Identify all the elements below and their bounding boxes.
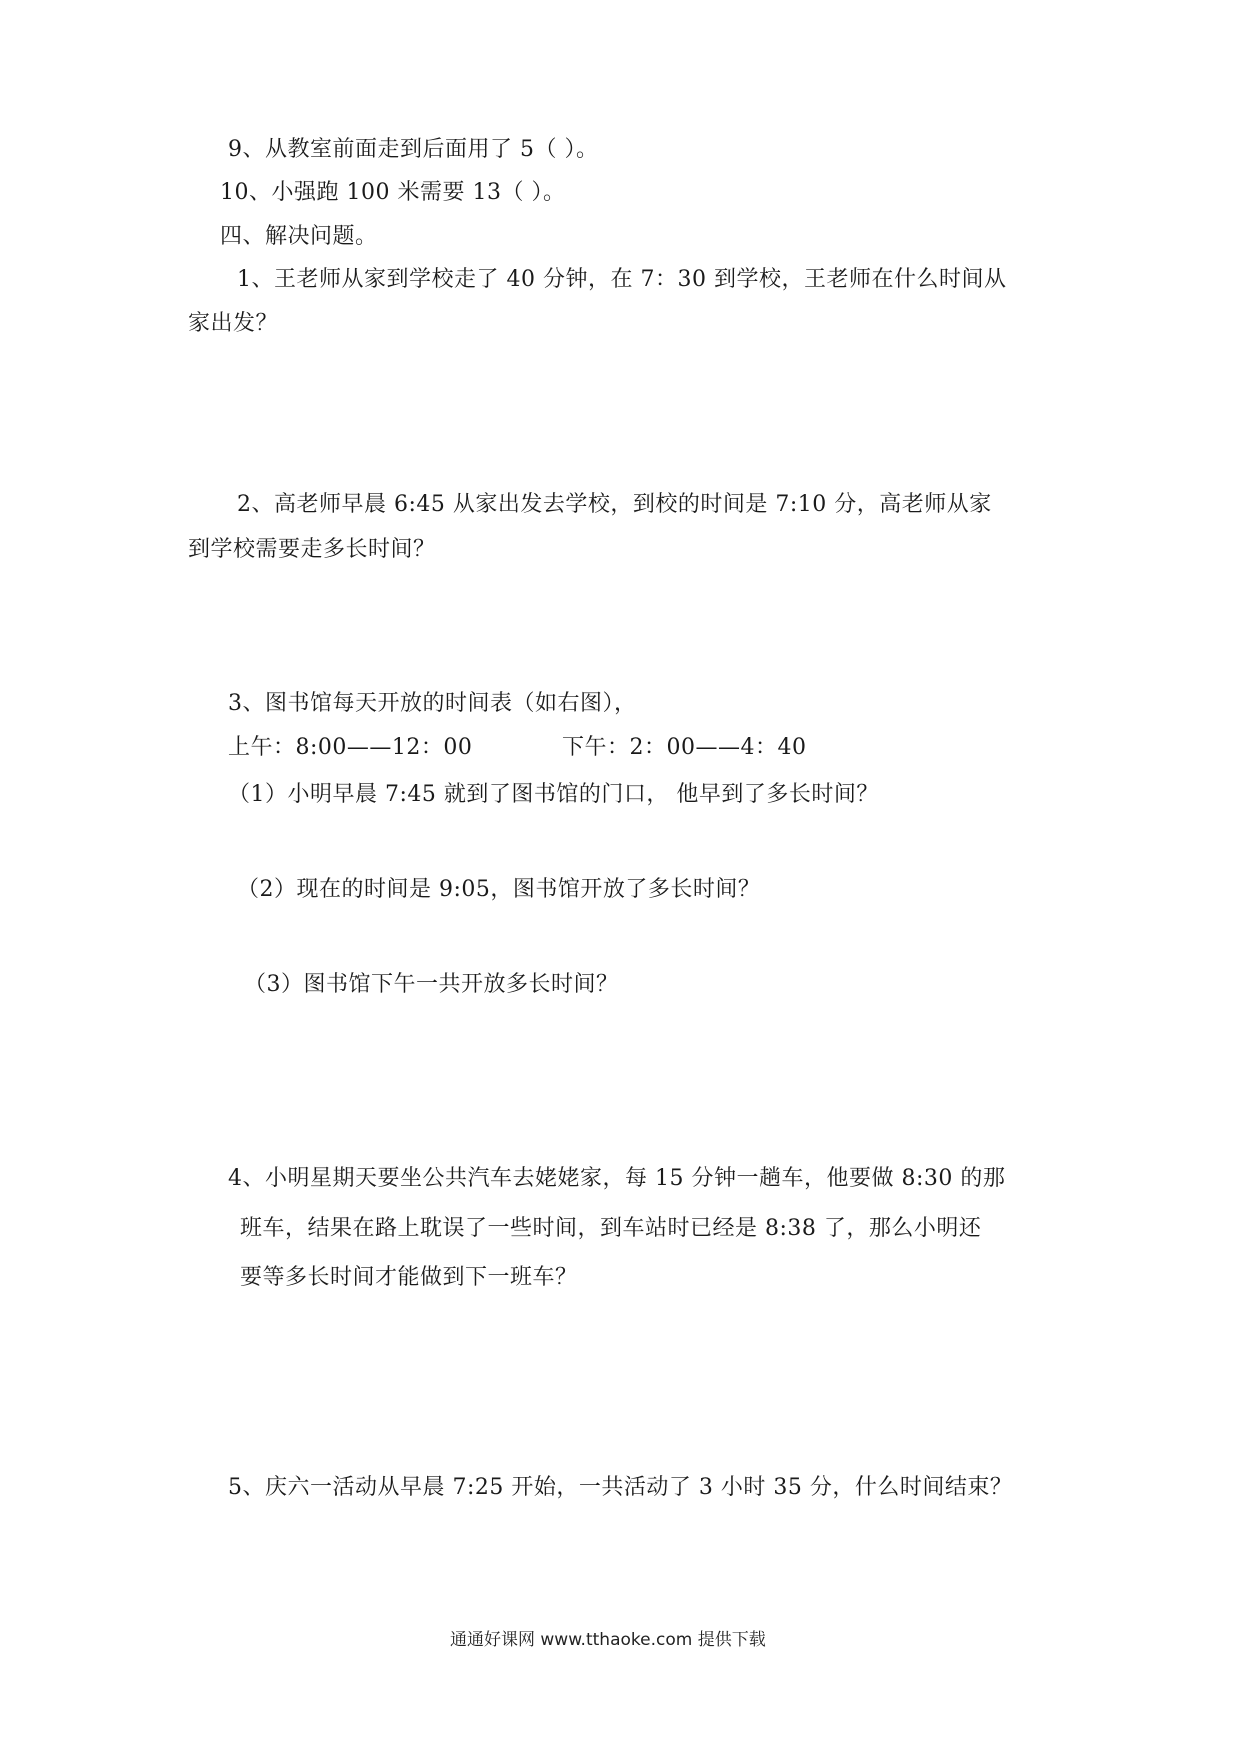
problem-1-line-2: 家出发？ [188, 311, 279, 336]
problem-4-line-3: 要等多长时间才能做到下一班车？ [240, 1265, 578, 1290]
problem-3-question-2: （2）现在的时间是 9:05，图书馆开放了多长时间？ [237, 877, 761, 902]
problem-3-intro: 3、图书馆每天开放的时间表（如右图）， [228, 691, 637, 716]
problem-5: 5、庆六一活动从早晨 7:25 开始，一共活动了 3 小时 35 分，什么时间结束？ [228, 1475, 1013, 1500]
problem-3-question-3: （3）图书馆下午一共开放多长时间？ [244, 972, 619, 997]
problem-2-line-1: 2、高老师早晨 6:45 从家出发去学校，到校的时间是 7:10 分，高老师从家 [237, 492, 992, 517]
problem-4-line-2: 班车，结果在路上耽误了一些时间，到车站时已经是 8:38 了，那么小明还 [240, 1216, 982, 1241]
problem-2-line-2: 到学校需要走多长时间？ [188, 537, 436, 562]
question-9: 9、从教室前面走到后面用了 5（ ）。 [228, 137, 599, 162]
question-10: 10、小强跑 100 米需要 13（ ）。 [220, 180, 566, 205]
section-heading: 四、解决问题。 [220, 224, 378, 249]
problem-4-line-1: 4、小明星期天要坐公共汽车去姥姥家，每 15 分钟一趟车，他要做 8:30 的那 [228, 1166, 1006, 1191]
problem-3-question-1: （1）小明早晨 7:45 就到了图书馆的门口， 他早到了多长时间？ [228, 782, 879, 807]
footer-source: 通通好课网 www.tthaoke.com 提供下载 [450, 1630, 766, 1650]
problem-3-schedule-am: 上午：8:00——12：00 [228, 735, 473, 760]
problem-3-schedule-pm: 下午：2：00——4：40 [562, 735, 807, 760]
problem-1-line-1: 1、王老师从家到学校走了 40 分钟，在 7：30 到学校，王老师在什么时间从 [237, 267, 1007, 292]
